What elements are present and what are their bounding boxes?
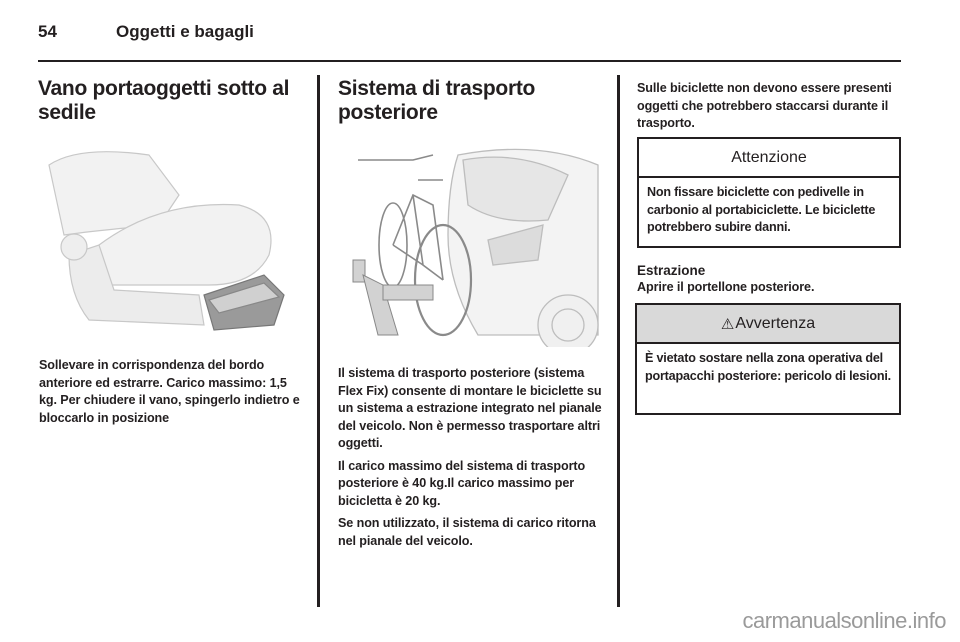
column-divider-2 xyxy=(617,75,620,607)
under-seat-storage-figure xyxy=(39,135,304,347)
section-title-under-seat-storage: Vano portaoggetti sotto al sedile xyxy=(38,77,290,124)
paragraph: Il sistema di trasporto posteriore (sistema Flex Fix) consente di montare le biciclette su un sistema a estrazione integrato nel pianale del veicolo. Non è permesso trasportare altri oggetti. xyxy=(338,366,602,450)
caution-box-header xyxy=(639,139,899,178)
subheading-extraction: Estrazione xyxy=(637,263,706,278)
rear-carrier-figure xyxy=(338,135,603,347)
caution-box xyxy=(637,137,901,248)
rear-carrier-text xyxy=(338,365,606,550)
paragraph: Se non utilizzato, il sistema di carico ritorna nel pianale del veicolo. xyxy=(338,516,596,548)
header-divider xyxy=(38,60,901,62)
under-seat-storage-text xyxy=(39,357,307,427)
watermark: carmanualsonline.info xyxy=(742,608,946,633)
page-number: 54 xyxy=(38,22,57,41)
caution-box-body: Non fissare biciclette con pedivelle in carbonio al portabiciclette. Le biciclette potrebbero subire danni. xyxy=(647,185,876,234)
chapter-title: Oggetti e bagagli xyxy=(116,22,254,41)
extraction-section xyxy=(637,262,905,297)
column-under-seat-storage xyxy=(38,77,308,125)
warning-box-header xyxy=(637,305,899,344)
paragraph: Sollevare in corrispondenza del bordo anteriore ed estrarre. Carico massimo: 1,5 kg. Per chiudere il vano, spingerlo indietro e bloccarlo in posizione xyxy=(39,358,300,425)
warning-box-body: È vietato sostare nella zona operativa del portapacchi posteriore: pericolo di lesioni. xyxy=(645,351,891,383)
rear-carrier-continued-text xyxy=(637,80,905,133)
extraction-instruction: Aprire il portellone posteriore. xyxy=(637,280,815,294)
column-rear-carrier xyxy=(338,77,608,125)
warning-box xyxy=(635,303,901,415)
warning-box-title: Avvertenza xyxy=(735,314,816,332)
section-title-rear-carrier: Sistema di trasporto posteriore xyxy=(338,77,536,124)
under-seat-storage-drawer-illustration-icon xyxy=(39,135,304,347)
intro-paragraph: Sulle biciclette non devono essere presenti oggetti che potrebbero staccarsi durante il trasporto. xyxy=(637,81,892,130)
column-divider-1 xyxy=(317,75,320,607)
caution-box-title: Attenzione xyxy=(731,148,807,166)
rear-bicycle-carrier-illustration-icon xyxy=(338,135,603,347)
warning-triangle-icon: ⚠ xyxy=(720,315,735,333)
paragraph: Il carico massimo del sistema di trasporto posteriore è 40 kg.Il carico massimo per bicicletta è 20 kg. xyxy=(338,458,586,508)
